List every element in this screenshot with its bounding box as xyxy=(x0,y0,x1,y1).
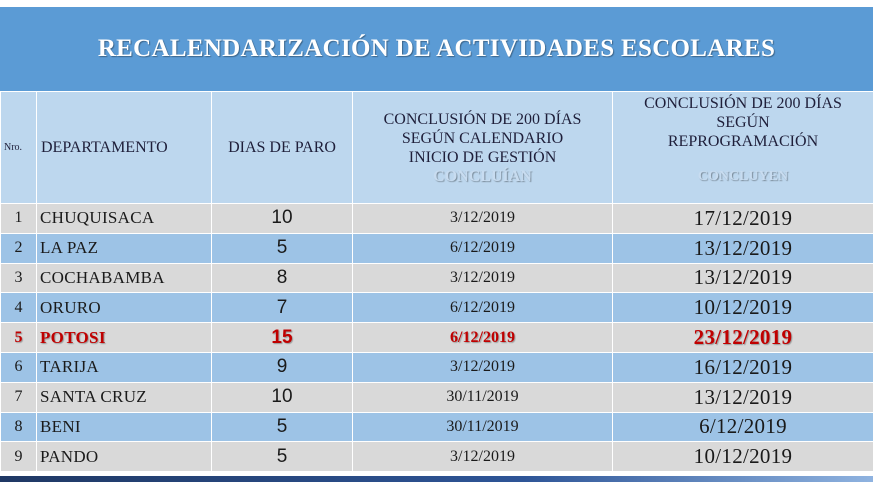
header-concluian-label: CONCLUÍAN xyxy=(433,167,532,185)
table-row xyxy=(1,263,873,293)
title-banner xyxy=(0,7,873,91)
header-conclusion-reprogramacion xyxy=(613,92,873,204)
cell-departamento: TARIJA xyxy=(37,352,212,382)
schedule-table xyxy=(0,91,873,472)
cell-concluyen: 13/12/2019 xyxy=(613,233,873,263)
cell-dias: 5 xyxy=(212,442,353,472)
cell-concluian: 3/12/2019 xyxy=(353,442,613,472)
cell-concluian: 6/12/2019 xyxy=(353,293,613,323)
cell-concluyen: 10/12/2019 xyxy=(613,442,873,472)
cell-concluyen: 13/12/2019 xyxy=(613,263,873,293)
table-row xyxy=(1,233,873,263)
page-title: RECALENDARIZACIÓN DE ACTIVIDADES ESCOLARES xyxy=(97,35,776,62)
cell-nro: 3 xyxy=(1,263,37,293)
cell-departamento: COCHABAMBA xyxy=(37,263,212,293)
header-conclusion-line1: CONCLUSIÓN DE 200 DÍAS xyxy=(383,110,582,128)
cell-nro: 7 xyxy=(1,382,37,412)
cell-departamento: BENI xyxy=(37,412,212,442)
cell-concluyen: 16/12/2019 xyxy=(613,352,873,382)
header-dias-de-paro: DIAS DE PARO xyxy=(212,92,353,204)
header-concluyen-label: CONCLUYEN xyxy=(697,169,789,184)
cell-dias: 5 xyxy=(212,412,353,442)
cell-departamento: PANDO xyxy=(37,442,212,472)
cell-nro: 9 xyxy=(1,442,37,472)
cell-departamento: POTOSI xyxy=(37,323,212,353)
table-row xyxy=(1,204,873,234)
header-reprog-line2: SEGÚN xyxy=(716,114,770,131)
cell-departamento: LA PAZ xyxy=(37,233,212,263)
table-row xyxy=(1,412,873,442)
cell-concluyen: 6/12/2019 xyxy=(613,412,873,442)
cell-concluyen: 13/12/2019 xyxy=(613,382,873,412)
header-reprog-line3: REPROGRAMACIÓN xyxy=(667,133,819,150)
header-conclusion-line2: SEGÚN CALENDARIO xyxy=(401,129,564,147)
cell-concluian: 30/11/2019 xyxy=(353,412,613,442)
cell-concluian: 6/12/2019 xyxy=(353,233,613,263)
cell-departamento: ORURO xyxy=(37,293,212,323)
cell-concluian: 3/12/2019 xyxy=(353,204,613,234)
cell-nro: 1 xyxy=(1,204,37,234)
cell-concluian: 30/11/2019 xyxy=(353,382,613,412)
header-conclusion-line3: INICIO DE GESTIÓN xyxy=(408,148,557,166)
cell-dias: 9 xyxy=(212,352,353,382)
table-row xyxy=(1,382,873,412)
header-departamento: DEPARTAMENTO xyxy=(37,92,212,204)
cell-dias: 10 xyxy=(212,382,353,412)
header-row xyxy=(1,92,873,204)
cell-dias: 7 xyxy=(212,293,353,323)
header-conclusion-calendario xyxy=(353,92,613,204)
cell-concluian: 3/12/2019 xyxy=(353,263,613,293)
table-row xyxy=(1,442,873,472)
cell-concluyen: 23/12/2019 xyxy=(613,323,873,353)
table-row xyxy=(1,293,873,323)
cell-concluyen: 17/12/2019 xyxy=(613,204,873,234)
cell-concluian: 3/12/2019 xyxy=(353,352,613,382)
cell-dias: 8 xyxy=(212,263,353,293)
cell-concluyen: 10/12/2019 xyxy=(613,293,873,323)
cell-departamento: CHUQUISACA xyxy=(37,204,212,234)
cell-nro: 5 xyxy=(1,323,37,353)
header-nro: Nro. xyxy=(1,92,37,204)
cell-dias: 5 xyxy=(212,233,353,263)
cell-departamento: SANTA CRUZ xyxy=(37,382,212,412)
cell-concluian: 6/12/2019 xyxy=(353,323,613,353)
cell-nro: 2 xyxy=(1,233,37,263)
table-row xyxy=(1,352,873,382)
table-row-highlighted xyxy=(1,323,873,353)
cell-dias: 10 xyxy=(212,204,353,234)
cell-dias: 15 xyxy=(212,323,353,353)
footer-band xyxy=(0,476,873,482)
cell-nro: 8 xyxy=(1,412,37,442)
cell-nro: 4 xyxy=(1,293,37,323)
cell-nro: 6 xyxy=(1,352,37,382)
header-reprog-line1: CONCLUSIÓN DE 200 DÍAS xyxy=(644,95,842,112)
